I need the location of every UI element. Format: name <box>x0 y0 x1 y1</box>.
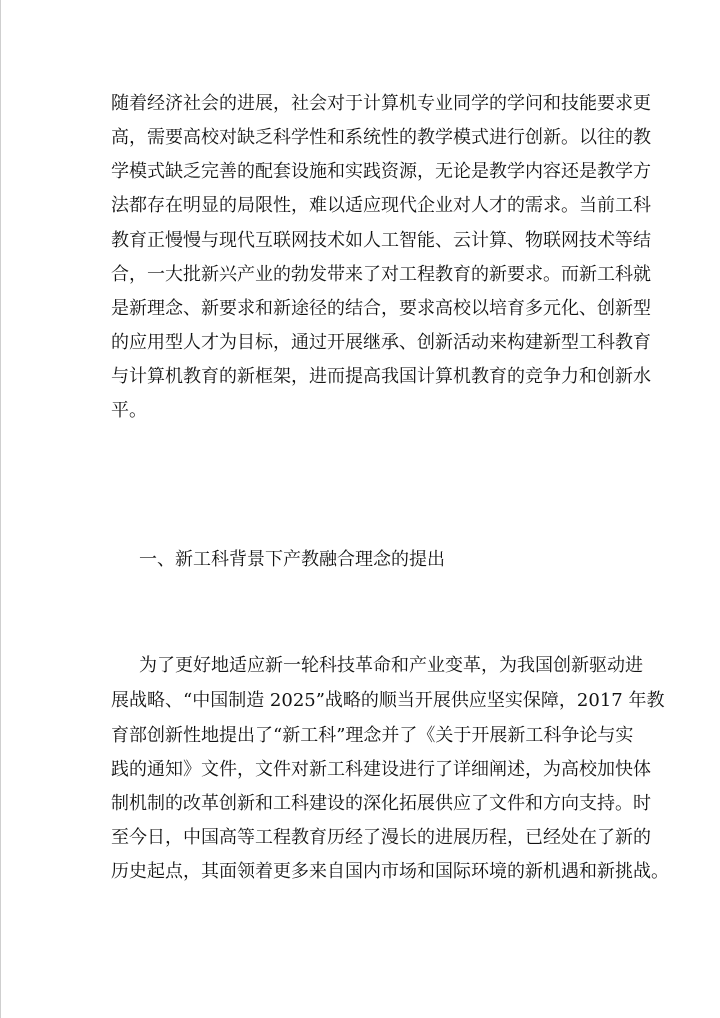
paragraph-line: 与计算机教育的新框架，进而提高我国计算机教育的竞争力和创新水 <box>111 366 651 387</box>
paragraph-line: 制机制的改革创新和工科建设的深化拓展供应了文件和方向支持。时 <box>111 793 651 814</box>
paragraph-line: 高，需要高校对缺乏科学性和系统性的教学模式进行创新。以往的教 <box>111 127 651 148</box>
section-heading: 一、新工科背景下产教融合理念的提出 <box>139 549 445 570</box>
paragraph-line: 法都存在明显的局限性，难以适应现代企业对人才的需求。当前工科 <box>111 195 651 216</box>
paragraph-line: 至今日，中国高等工程教育历经了漫长的进展历程，已经处在了新的 <box>111 827 651 848</box>
paragraph-line: 是新理念、新要求和新途径的结合，要求高校以培育多元化、创新型 <box>111 298 651 319</box>
paragraph-line: 学模式缺乏完善的配套设施和实践资源，无论是教学内容还是教学方 <box>111 161 651 182</box>
paragraph-line: 历史起点，其面领着更多来自国内市场和国际环境的新机遇和新挑战。 <box>111 861 669 882</box>
paragraph-line: 合，一大批新兴产业的勃发带来了对工程教育的新要求。而新工科就 <box>111 264 651 285</box>
paragraph-line: 为了更好地适应新一轮科技革命和产业变革，为我国创新驱动进 <box>139 655 643 676</box>
paragraph-line: 随着经济社会的进展，社会对于计算机专业同学的学问和技能要求更 <box>111 93 651 114</box>
paragraph-line: 育部创新性地提出了“新工科”理念并了《关于开展新工科争论与实 <box>111 725 634 746</box>
paragraph-line: 的应用型人才为目标，通过开展继承、创新活动来构建新型工科教育 <box>111 332 651 353</box>
paragraph-line: 教育正慢慢与现代互联网技术如人工智能、云计算、物联网技术等结 <box>111 230 651 251</box>
paragraph-line: 践的通知》文件，文件对新工科建设进行了详细阐述，为高校加快体 <box>111 759 651 780</box>
paragraph-line: 平。 <box>111 400 147 421</box>
paragraph-line: 展战略、“中国制造 2025”战略的顺当开展供应坚实保障，2017 年教 <box>111 690 665 711</box>
